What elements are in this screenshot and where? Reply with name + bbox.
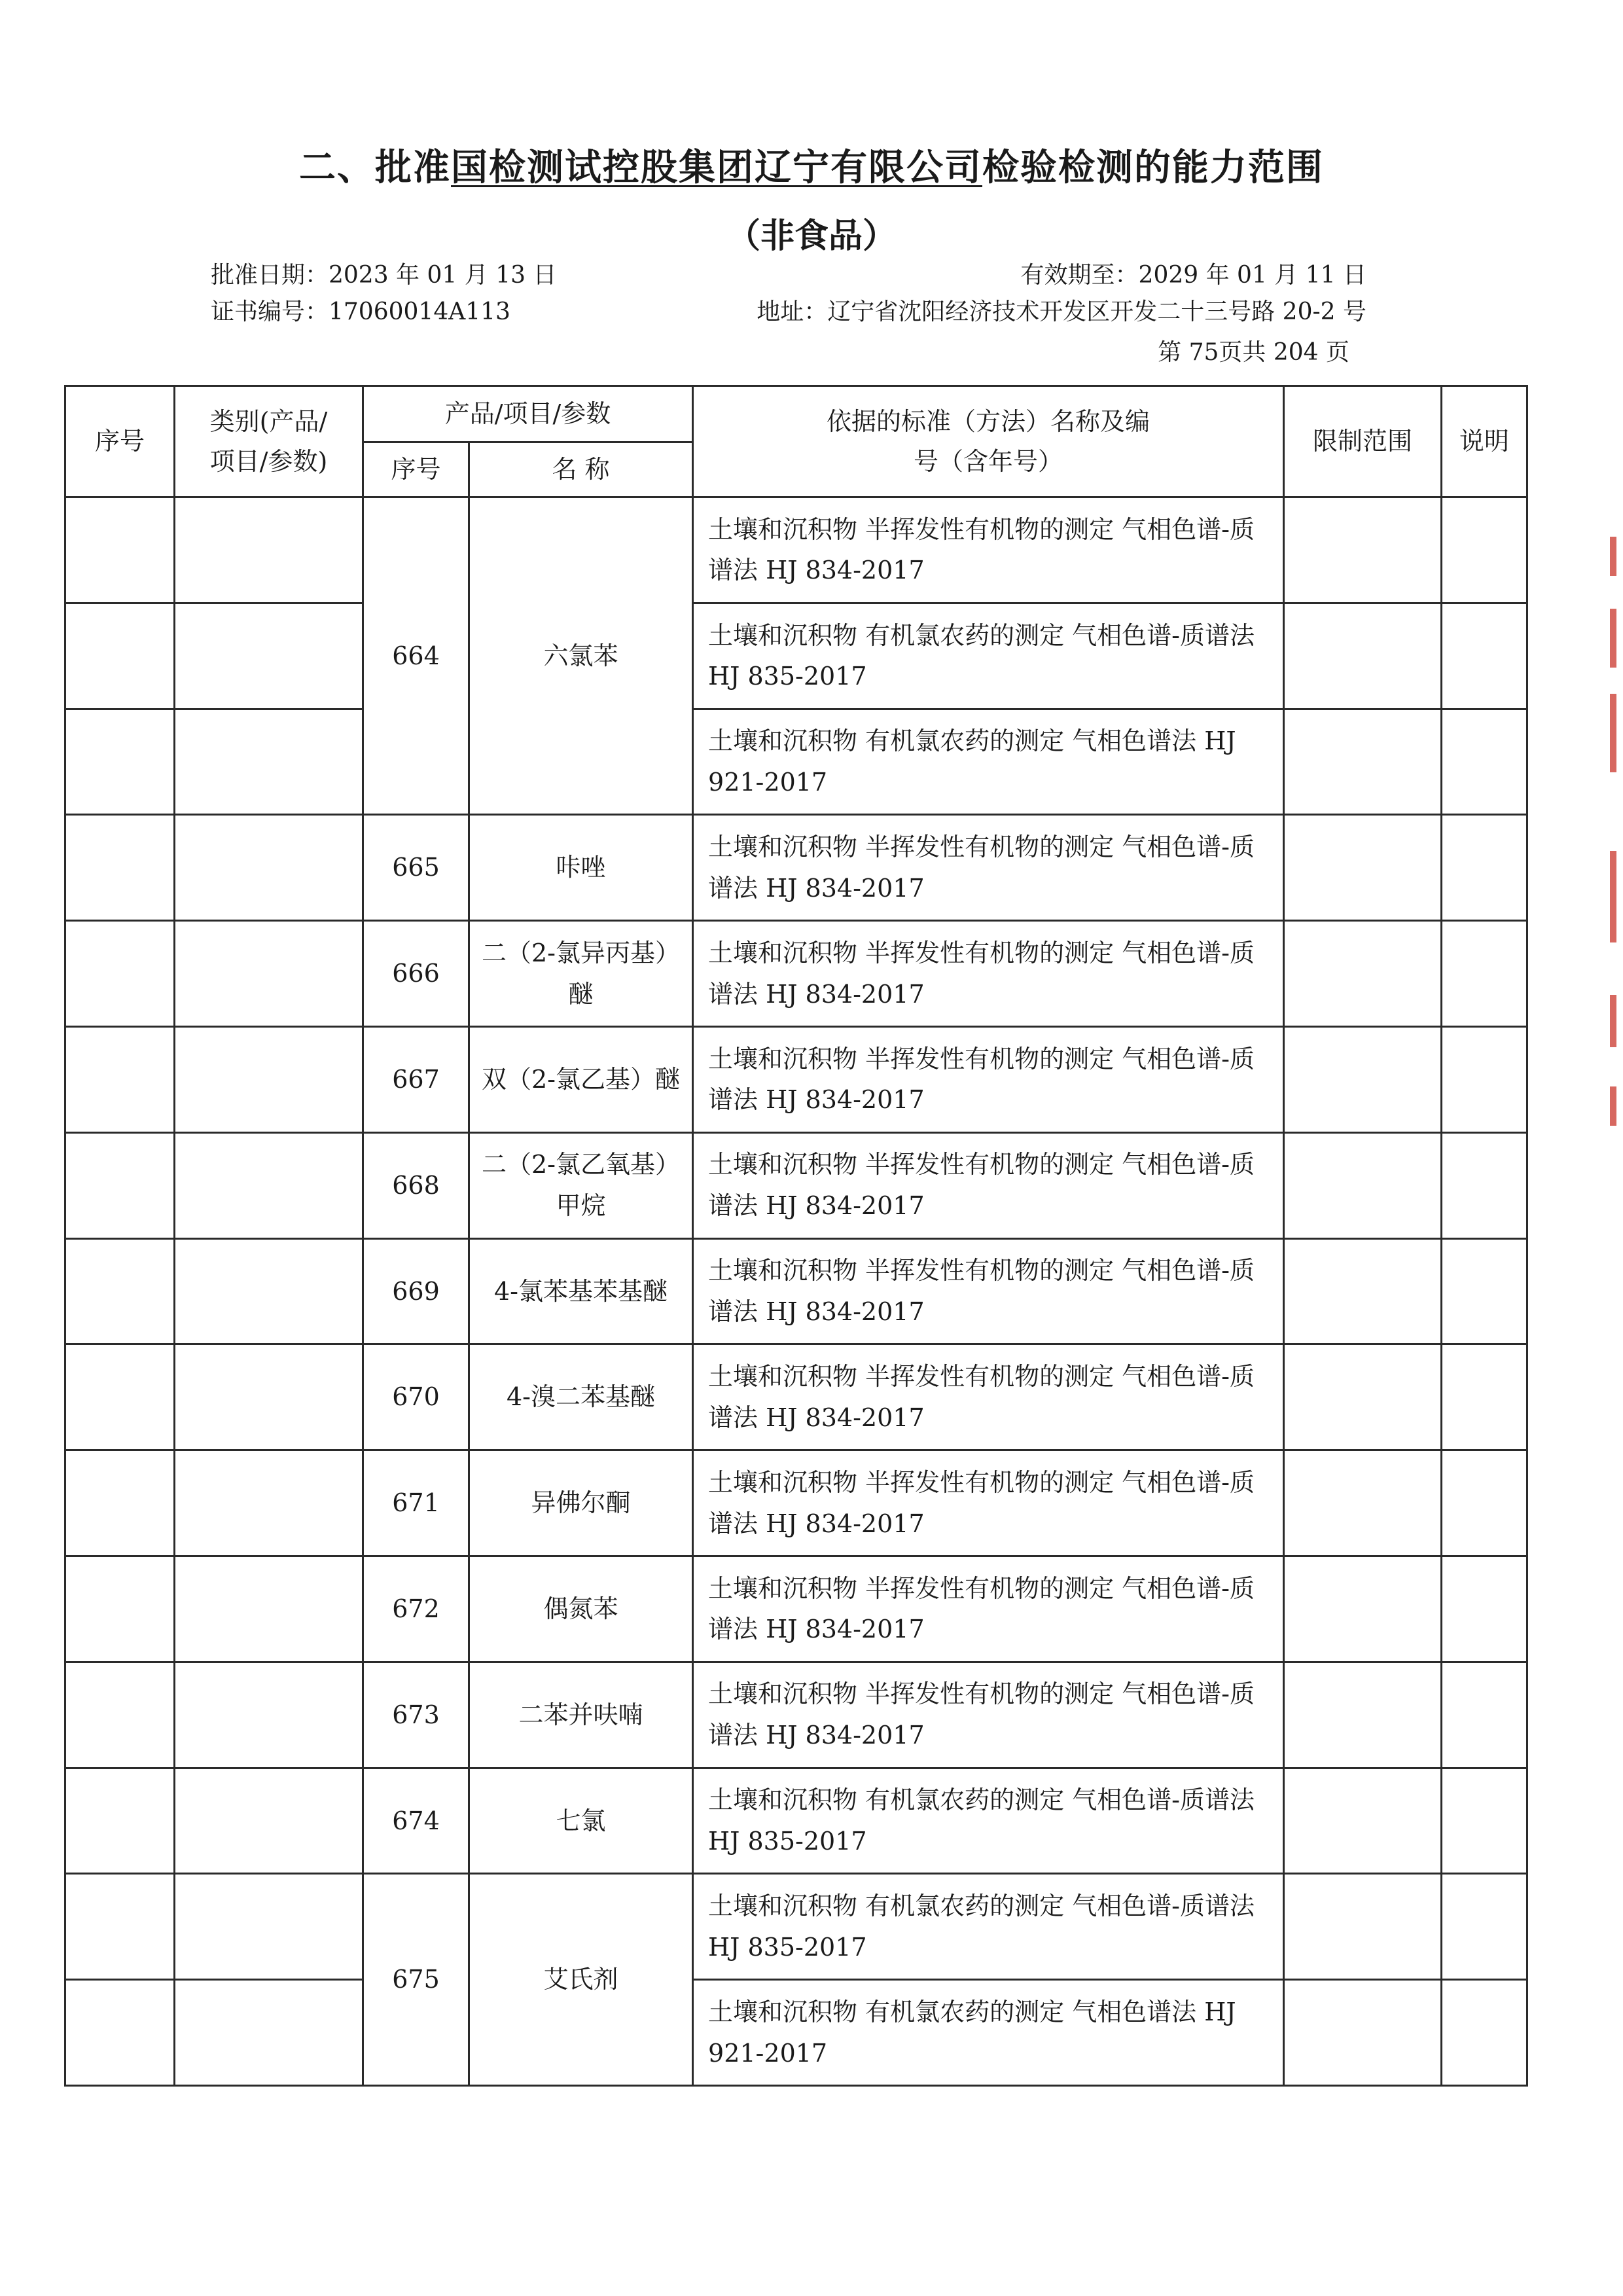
limit-cell [1284,1238,1442,1344]
row-category-cell [175,497,363,603]
table-row [65,603,1527,709]
seal-edge-mark [1610,537,1616,576]
item-name-cell: 4-溴二苯基醚 [469,1344,693,1450]
row-seq-cell [65,1874,175,1980]
valid-until: 有效期至：2029 年 01 月 11 日 [1020,262,1366,289]
limit-cell [1284,1344,1442,1450]
limit-cell [1284,603,1442,709]
header-product-seq: 序号 [363,442,469,497]
note-cell [1442,921,1527,1027]
table-row [65,921,1527,1027]
table-row [65,1026,1527,1132]
item-number-cell: 669 [363,1238,469,1344]
address: 地址：辽宁省沈阳经济技术开发区开发二十三号路 20-2 号 [757,298,1366,325]
standard-cell: 土壤和沉积物 半挥发性有机物的测定 气相色谱-质谱法 HJ 834-2017 [693,1026,1284,1132]
note-cell [1442,1662,1527,1768]
row-seq-cell [65,815,175,921]
item-name-cell: 六氯苯 [469,497,693,815]
item-name-cell: 艾氏剂 [469,1874,693,2086]
item-name-cell: 二（2-氯异丙基）醚 [469,921,693,1027]
standard-cell: 土壤和沉积物 半挥发性有机物的测定 气相色谱-质谱法 HJ 834-2017 [693,1238,1284,1344]
note-cell [1442,497,1527,603]
seal-edge-mark [1610,694,1616,772]
row-category-cell [175,1662,363,1768]
item-number-cell: 674 [363,1768,469,1874]
standard-cell: 土壤和沉积物 有机氯农药的测定 气相色谱法 HJ 921-2017 [693,709,1284,815]
item-number-cell: 666 [363,921,469,1027]
row-category-cell [175,1874,363,1980]
table-row [65,1874,1527,1980]
standard-cell: 土壤和沉积物 半挥发性有机物的测定 气相色谱-质谱法 HJ 834-2017 [693,497,1284,603]
item-number-cell: 667 [363,1026,469,1132]
page-title [0,139,1623,191]
limit-cell [1284,815,1442,921]
header-limit: 限制范围 [1284,386,1442,497]
row-seq-cell [65,1980,175,2086]
row-category-cell [175,1132,363,1238]
item-number-cell: 671 [363,1450,469,1556]
page-info: 第 75页共 204 页 [1158,339,1349,366]
standard-cell: 土壤和沉积物 有机氯农药的测定 气相色谱-质谱法 HJ 835-2017 [693,1874,1284,1980]
table-row [65,1238,1527,1344]
row-seq-cell [65,1238,175,1344]
row-seq-cell [65,497,175,603]
limit-cell [1284,1556,1442,1662]
standard-cell: 土壤和沉积物 半挥发性有机物的测定 气相色谱-质谱法 HJ 834-2017 [693,1344,1284,1450]
note-cell [1442,1980,1527,2086]
row-category-cell [175,709,363,815]
item-number-cell: 670 [363,1344,469,1450]
standard-cell: 土壤和沉积物 半挥发性有机物的测定 气相色谱-质谱法 HJ 834-2017 [693,815,1284,921]
standard-cell: 土壤和沉积物 有机氯农药的测定 气相色谱-质谱法 HJ 835-2017 [693,1768,1284,1874]
note-cell [1442,1026,1527,1132]
table-row [65,709,1527,815]
note-cell [1442,815,1527,921]
note-cell [1442,1768,1527,1874]
capability-scope-table [64,385,1528,2087]
item-name-cell: 七氯 [469,1768,693,1874]
table-row [65,1450,1527,1556]
table-row [65,1768,1527,1874]
note-cell [1442,603,1527,709]
row-category-cell [175,1344,363,1450]
table-row [65,1662,1527,1768]
row-seq-cell [65,1026,175,1132]
seal-edge-mark [1610,609,1616,668]
item-name-cell: 异佛尔酮 [469,1450,693,1556]
note-cell [1442,1556,1527,1662]
limit-cell [1284,1026,1442,1132]
standard-cell: 土壤和沉积物 半挥发性有机物的测定 气相色谱-质谱法 HJ 834-2017 [693,921,1284,1027]
note-cell [1442,709,1527,815]
row-category-cell [175,603,363,709]
limit-cell [1284,1450,1442,1556]
item-name-cell: 咔唑 [469,815,693,921]
row-seq-cell [65,921,175,1027]
note-cell [1442,1874,1527,1980]
row-seq-cell [65,1450,175,1556]
row-seq-cell [65,1344,175,1450]
title-prefix: 二、批准 [299,147,451,189]
row-category-cell [175,1556,363,1662]
seal-edge-mark [1610,995,1616,1047]
table-row [65,1980,1527,2086]
item-number-cell: 664 [363,497,469,815]
item-number-cell: 668 [363,1132,469,1238]
row-category-cell [175,921,363,1027]
item-name-cell: 二苯并呋喃 [469,1662,693,1768]
row-seq-cell [65,1768,175,1874]
standard-cell: 土壤和沉积物 有机氯农药的测定 气相色谱法 HJ 921-2017 [693,1980,1284,2086]
table-row [65,1132,1527,1238]
header-product-group: 产品/项目/参数 [363,386,693,442]
table-row [65,1344,1527,1450]
standard-cell: 土壤和沉积物 有机氯农药的测定 气相色谱-质谱法 HJ 835-2017 [693,603,1284,709]
row-seq-cell [65,603,175,709]
note-cell [1442,1344,1527,1450]
row-category-cell [175,815,363,921]
table-row [65,815,1527,921]
limit-cell [1284,1874,1442,1980]
header-standard: 依据的标准（方法）名称及编号（含年号） [693,386,1284,497]
seal-edge-mark [1610,1086,1616,1126]
item-number-cell: 673 [363,1662,469,1768]
row-category-cell [175,1026,363,1132]
standard-cell: 土壤和沉积物 半挥发性有机物的测定 气相色谱-质谱法 HJ 834-2017 [693,1662,1284,1768]
item-name-cell: 双（2-氯乙基）醚 [469,1026,693,1132]
header-product-name: 名 称 [469,442,693,497]
item-name-cell: 4-氯苯基苯基醚 [469,1238,693,1344]
standard-cell: 土壤和沉积物 半挥发性有机物的测定 气相色谱-质谱法 HJ 834-2017 [693,1450,1284,1556]
page-subtitle: （非食品） [726,217,897,256]
table-row [65,497,1527,603]
limit-cell [1284,1132,1442,1238]
standard-cell: 土壤和沉积物 半挥发性有机物的测定 气相色谱-质谱法 HJ 834-2017 [693,1556,1284,1662]
row-seq-cell [65,1556,175,1662]
row-category-cell [175,1238,363,1344]
seal-edge-mark [1610,851,1616,942]
header-seq: 序号 [65,386,175,497]
header-category: 类别(产品/项目/参数) [175,386,363,497]
limit-cell [1284,709,1442,815]
note-cell [1442,1450,1527,1556]
row-seq-cell [65,709,175,815]
note-cell [1442,1238,1527,1344]
row-category-cell [175,1768,363,1874]
row-category-cell [175,1980,363,2086]
item-number-cell: 665 [363,815,469,921]
limit-cell [1284,497,1442,603]
header-note: 说明 [1442,386,1527,497]
standard-cell: 土壤和沉积物 半挥发性有机物的测定 气相色谱-质谱法 HJ 834-2017 [693,1132,1284,1238]
row-category-cell [175,1450,363,1556]
row-seq-cell [65,1132,175,1238]
approval-date: 批准日期：2023 年 01 月 13 日 [211,262,557,289]
certificate-number: 证书编号：17060014A113 [211,298,510,325]
note-cell [1442,1132,1527,1238]
limit-cell [1284,1980,1442,2086]
item-number-cell: 672 [363,1556,469,1662]
title-organization: 国检测试控股集团辽宁有限公司 [451,147,982,189]
title-suffix: 检验检测的能力范围 [982,147,1324,189]
limit-cell [1284,1768,1442,1874]
limit-cell [1284,1662,1442,1768]
item-name-cell: 二（2-氯乙氧基）甲烷 [469,1132,693,1238]
item-name-cell: 偶氮苯 [469,1556,693,1662]
item-number-cell: 675 [363,1874,469,2086]
table-row [65,1556,1527,1662]
limit-cell [1284,921,1442,1027]
row-seq-cell [65,1662,175,1768]
